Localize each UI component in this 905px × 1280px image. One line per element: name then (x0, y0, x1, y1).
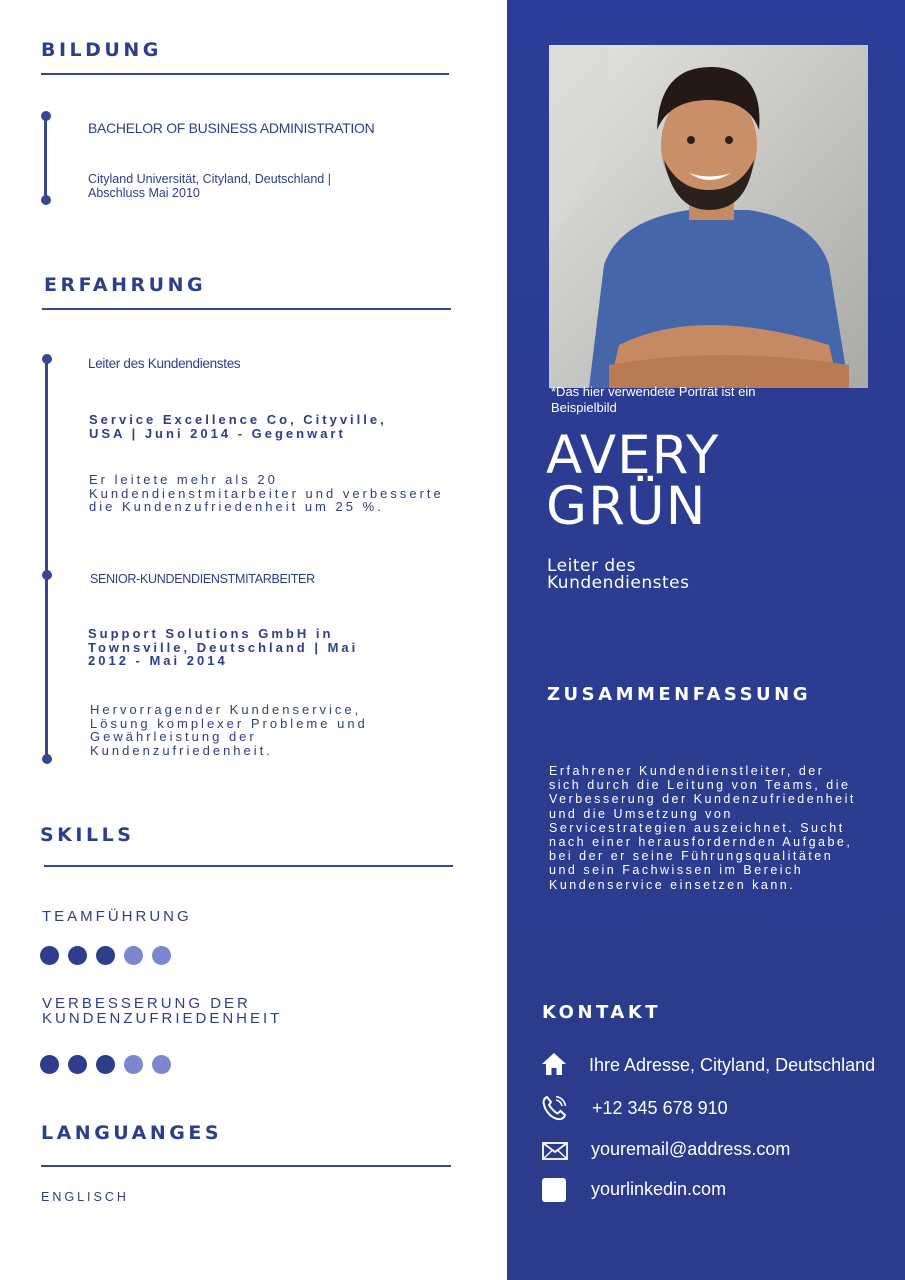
experience-heading: ERFAHRUNG (44, 274, 207, 296)
job-company-line: Service Excellence Co, Cityville, (89, 412, 387, 427)
summary-heading: ZUSAMMENFASSUNG (547, 684, 811, 705)
summary-line: und sein Fachwissen im Bereich (549, 863, 804, 878)
profile-role-line: Kundendienstes (547, 573, 690, 593)
contact-email[interactable]: youremail@address.com (591, 1139, 791, 1159)
summary-line: nach einer herausfordernden Aufgabe, (549, 835, 853, 850)
job-company-line: Townsville, Deutschland | Mai (88, 639, 359, 655)
job-company-line: USA | Juni 2014 - Gegenwart (89, 425, 346, 441)
timeline-dot (42, 354, 52, 364)
skills-heading: SKILLS (40, 824, 135, 846)
summary-text (549, 764, 856, 892)
timeline-dot (42, 570, 52, 580)
timeline-dot (41, 195, 51, 205)
job-description-line: Kundendienstmitarbeiter und verbesserte (89, 485, 444, 501)
profile-photo (549, 45, 868, 388)
language-item: ENGLISCH (41, 1190, 129, 1204)
experience-timeline (45, 360, 48, 760)
portrait-illustration (549, 45, 868, 388)
linkedin-icon (542, 1178, 566, 1202)
skill-dot-filled (40, 1055, 59, 1074)
summary-line: Erfahrener Kundendienstleiter, der (549, 764, 825, 778)
photo-caption-line: *Das hier verwendete Porträt ist ein (551, 384, 756, 399)
contact-address[interactable]: Ihre Adresse, Cityland, Deutschland (589, 1055, 876, 1075)
summary-line: Servicestrategien auszeichnet. Sucht (549, 820, 845, 835)
contact-linkedin[interactable]: yourlinkedin.com (591, 1179, 727, 1199)
job-title: Leiter des Kundendienstes (88, 356, 241, 371)
experience-divider (42, 308, 451, 310)
job-company-line: 2012 - Mai 2014 (88, 653, 228, 668)
skill-label-line: VERBESSERUNG DER (42, 995, 251, 1012)
timeline-dot (42, 754, 52, 764)
job-company (88, 627, 358, 668)
profile-name (546, 425, 720, 537)
skill-rating (40, 1055, 180, 1075)
job-company (89, 413, 387, 440)
education-divider (41, 73, 449, 75)
summary-line: bei der er seine Führungsqualitäten (549, 849, 834, 864)
skill-dot-empty (124, 1055, 143, 1074)
languages-divider (41, 1165, 451, 1167)
last-name: GRÜN (546, 476, 707, 537)
job-description-line: Kundenzufriedenheit. (90, 742, 273, 758)
skill-dot-filled (68, 946, 87, 965)
photo-caption-line: Beispielbild (551, 400, 617, 415)
skill-label: TEAMFÜHRUNG (42, 908, 192, 925)
job-description-line: Gewährleistung der (90, 729, 257, 744)
summary-line: Kundenservice einsetzen kann. (549, 877, 796, 892)
education-timeline (44, 116, 47, 200)
skill-dot-empty (152, 1055, 171, 1074)
profile-role-line: Leiter des (547, 556, 636, 576)
languages-heading: LANGUANGES (41, 1122, 223, 1144)
skill-dot-empty (152, 946, 171, 965)
school-info (88, 173, 331, 200)
skill-dot-filled (68, 1055, 87, 1074)
skill-dot-filled (40, 946, 59, 965)
profile-role (547, 558, 689, 592)
home-icon (541, 1052, 567, 1076)
job-title: SENIOR-KUNDENDIENSTMITARBEITER (90, 572, 315, 586)
job-description-line: die Kundenzufriedenheit um 25 %. (89, 499, 384, 514)
job-company-line: Support Solutions GmbH in (88, 626, 334, 641)
degree-title: BACHELOR OF BUSINESS ADMINISTRATION (88, 120, 375, 136)
school-line: Abschluss Mai 2010 (88, 185, 200, 200)
contact-phone[interactable]: +12 345 678 910 (592, 1098, 728, 1118)
summary-line: sich durch die Leitung von Teams, die (549, 778, 851, 793)
photo-caption (551, 384, 755, 416)
skill-label (42, 996, 282, 1026)
skill-dot-filled (96, 946, 115, 965)
first-name: AVERY (546, 425, 720, 486)
skills-divider (44, 865, 453, 867)
school-line: Cityland Universität, Cityland, Deutschland | (88, 172, 331, 186)
skill-label-line: KUNDENZUFRIEDENHEIT (42, 1010, 283, 1027)
education-heading: BILDUNG (41, 39, 162, 61)
skill-dot-empty (124, 946, 143, 965)
job-description-line: Lösung komplexer Probleme und (90, 715, 368, 731)
job-description (89, 473, 444, 514)
job-description-line: Hervorragender Kundenservice, (90, 702, 362, 717)
job-description (90, 703, 368, 757)
phone-icon (541, 1095, 567, 1121)
summary-line: Verbesserung der Kundenzufriedenheit (549, 792, 856, 807)
mail-icon (542, 1142, 568, 1160)
job-description-line: Er leitete mehr als 20 (89, 472, 278, 487)
contact-heading: KONTAKT (542, 1002, 662, 1023)
skill-rating (40, 946, 180, 966)
summary-line: und die Umsetzung von (549, 806, 733, 821)
skill-dot-filled (96, 1055, 115, 1074)
timeline-dot (41, 111, 51, 121)
